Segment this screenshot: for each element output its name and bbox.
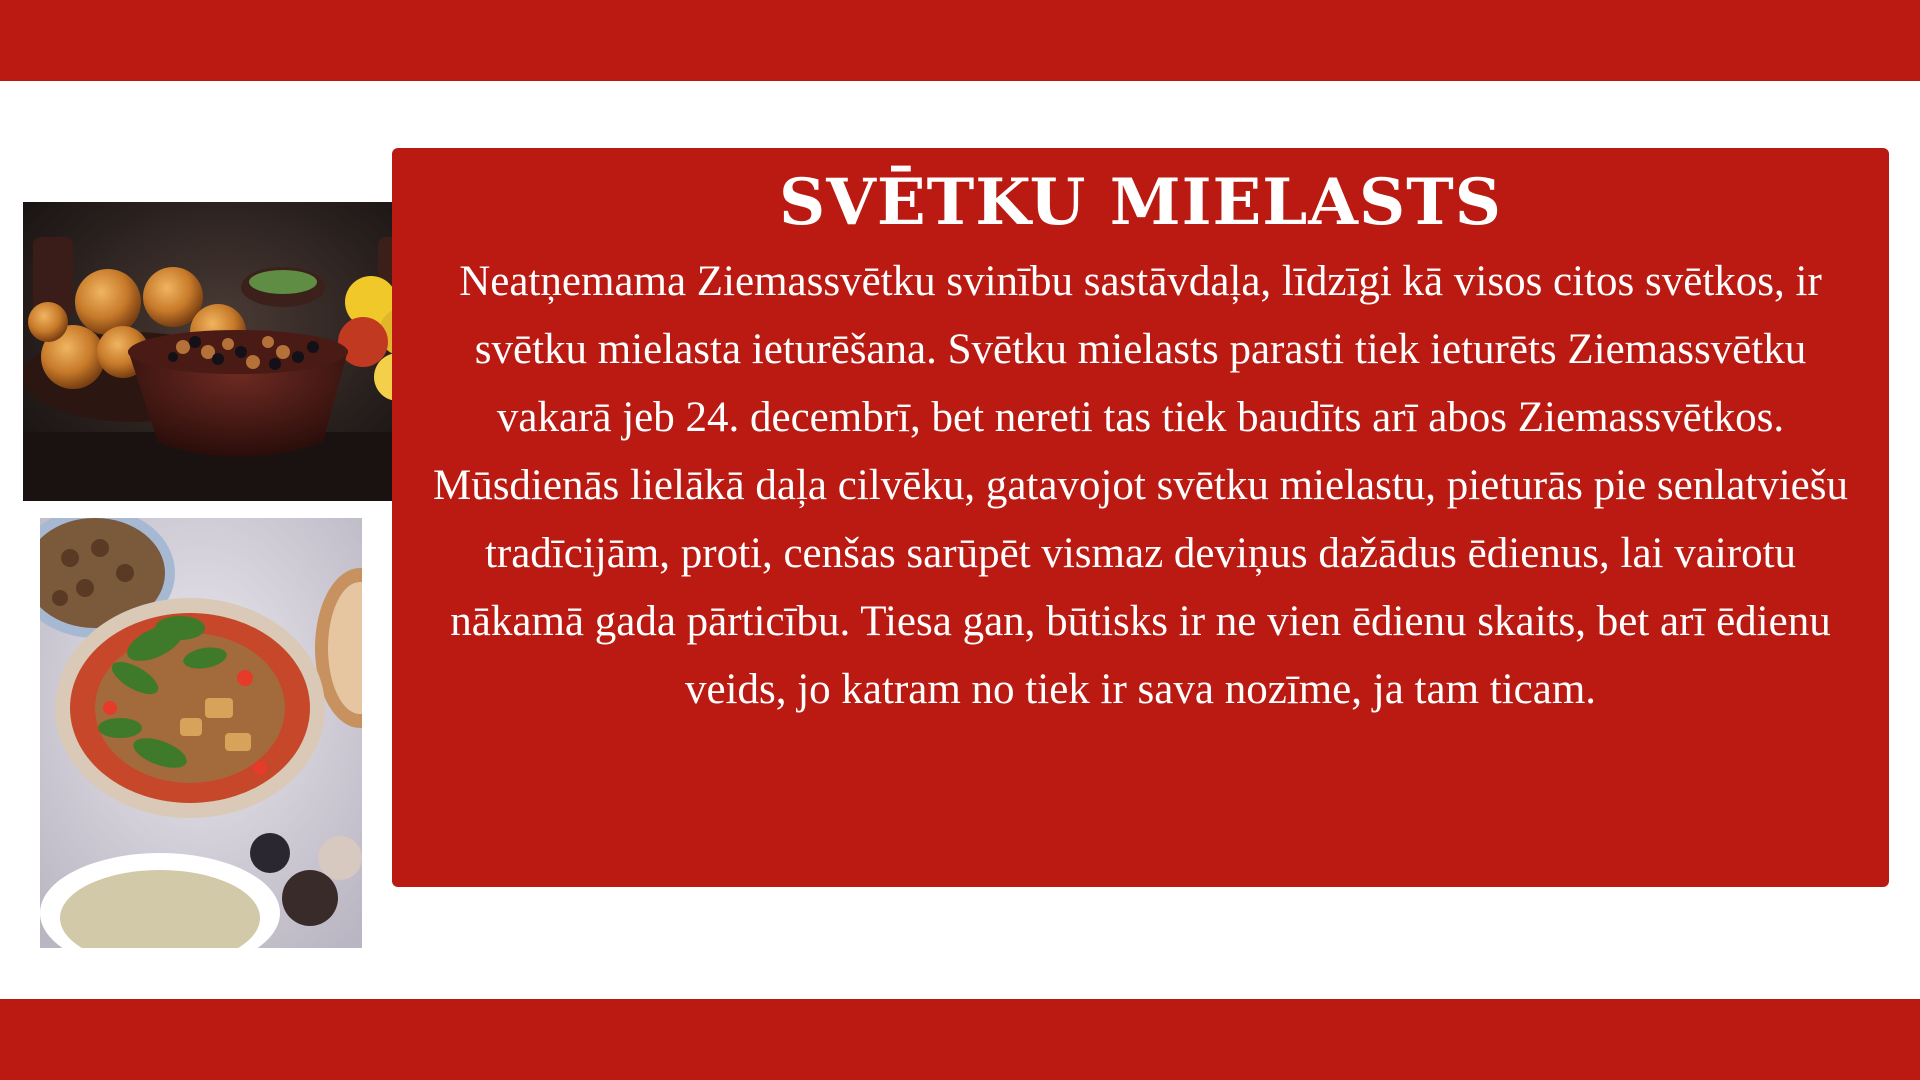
platter-photo-illustration	[40, 518, 362, 948]
photo-bread-and-nuts	[23, 202, 422, 501]
bread-photo-illustration	[23, 202, 422, 501]
top-red-band	[0, 0, 1920, 81]
bottom-red-band	[0, 999, 1920, 1080]
paragraph-traditions: Mūsdienās lielākā daļa cilvēku, gatavojot svētku mielastu, pieturās pie senlatviešu tradīcijām, proti, cenšas sarūpēt vismaz deviņus dažādus ēdienus, lai vairotu nākamā gada pārticību. Tiesa gan, būtisks ir ne vien ēdienu skaits, bet arī ēdienu veids, jo katram no tiek ir sava nozīme, ja tam ticam.	[432, 462, 1849, 713]
slide-title: SVĒTKU MIELASTS	[779, 165, 1502, 240]
content-panel	[392, 148, 1889, 887]
paragraph-intro: Neatņemama Ziemassvētku svinību sastāvdaļa, līdzīgi kā visos citos svētkos, ir svētku mielasta ieturēšana. Svētku mielasts parasti tiek ieturēts Ziemassvētku vakarā jeb 24. decembrī, bet nereti tas tiek baudīts arī abos Ziemassvētkos.	[459, 258, 1822, 441]
photo-festive-platter	[40, 518, 362, 948]
